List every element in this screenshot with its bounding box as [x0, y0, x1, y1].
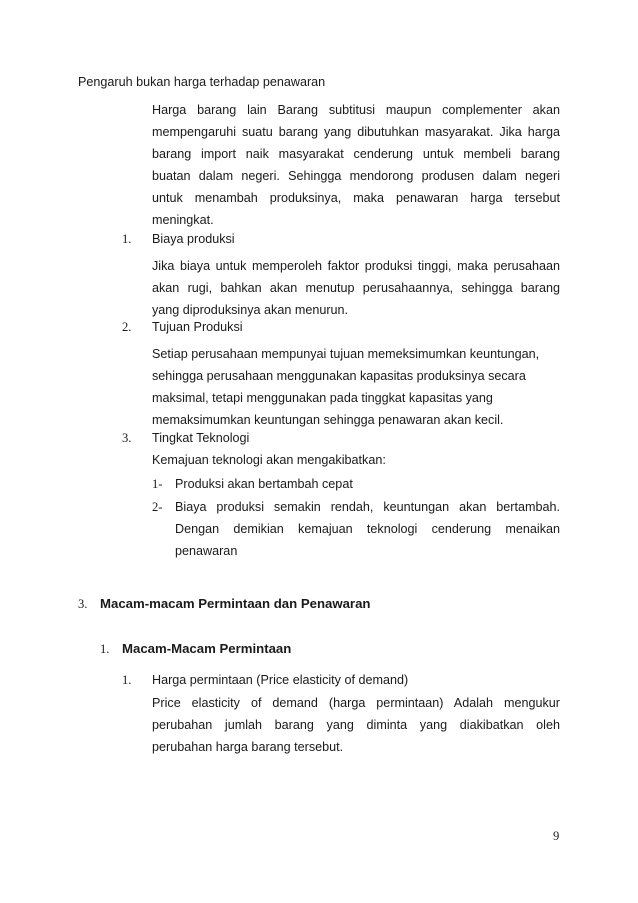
- list-item-body: [152, 343, 560, 431]
- intro-paragraph: [152, 99, 560, 231]
- subsection-number: 1.: [100, 642, 110, 656]
- text-line: sehingga perusahaan menggunakan kapasitas produksinya secara: [152, 369, 526, 383]
- list-number: 3.: [122, 431, 132, 445]
- list-number: 2.: [122, 320, 132, 334]
- text-line: maksimal, tetapi menggunakan pada tinggkat kapasitas yang: [152, 391, 493, 405]
- list-item-title: Tujuan Produksi: [152, 320, 243, 334]
- intro-heading: Pengaruh bukan harga terhadap penawaran: [78, 75, 326, 89]
- text-line: penawaran: [175, 544, 238, 558]
- section-number: 3.: [78, 597, 88, 611]
- text-line: untuk menambah produksinya, maka penawaran harga tersebut: [152, 191, 560, 205]
- section-title: Macam-macam Permintaan dan Penawaran: [100, 596, 371, 611]
- list-item-body: [152, 255, 560, 321]
- sublist-item: Produksi akan bertambah cepat: [175, 477, 353, 491]
- sublist-number: 1-: [152, 477, 163, 491]
- list-number: 1.: [122, 232, 132, 246]
- list-item-body: [152, 692, 560, 758]
- text-line: mempengaruhi suatu barang yang dibutuhkan masyarakat. Jika harga: [152, 125, 560, 139]
- text-line: Harga barang lain Barang subtitusi maupun complementer akan: [152, 103, 560, 117]
- text-line: perubahan jumlah barang yang diminta yang diakibatkan oleh: [152, 718, 560, 732]
- text-line: Biaya produksi semakin rendah, keuntungan akan bertambah.: [175, 500, 560, 514]
- list-item-title: Biaya produksi: [152, 232, 235, 246]
- list-item-lead: Kemajuan teknologi akan mengakibatkan:: [152, 453, 386, 467]
- text-line: buatan dalam negeri. Sehingga mendorong produsen dalam negeri: [152, 169, 560, 183]
- text-line: meningkat.: [152, 213, 214, 227]
- text-line: akan rugi, bahkan akan menutup perusahaannya, sehingga barang: [152, 281, 560, 295]
- text-line: Dengan demikian kemajuan teknologi cenderung menaikan: [175, 522, 560, 536]
- text-line: yang diproduksinya akan menurun.: [152, 303, 349, 317]
- list-item-title: Harga permintaan (Price elasticity of demand): [152, 673, 409, 687]
- page-number: 9: [553, 829, 560, 843]
- subsection-title: Macam-Macam Permintaan: [122, 641, 292, 656]
- text-line: memaksimumkan keuntungan sehingga penawaran akan kecil.: [152, 413, 504, 427]
- text-line: perubahan harga barang tersebut.: [152, 740, 344, 754]
- sublist-item: [175, 496, 560, 562]
- sublist-number: 2-: [152, 500, 163, 514]
- text-line: Setiap perusahaan mempunyai tujuan memeksimumkan keuntungan,: [152, 347, 540, 361]
- list-number: 1.: [122, 673, 132, 687]
- list-item-title: Tingkat Teknologi: [152, 431, 250, 445]
- text-line: barang import naik masyarakat cenderung untuk membeli barang: [152, 147, 560, 161]
- text-line: Price elasticity of demand (harga permintaan) Adalah mengukur: [152, 696, 560, 710]
- text-line: Jika biaya untuk memperoleh faktor produksi tinggi, maka perusahaan: [152, 259, 560, 273]
